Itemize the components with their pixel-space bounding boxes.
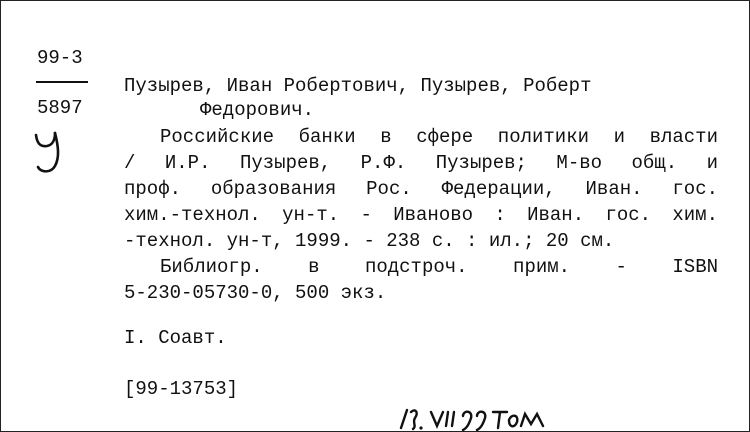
- record-number: [99-13753]: [124, 378, 239, 400]
- catalog-card: 99-3 5897 Пузырев, Иван Робертович, Пузырев, Роберт Федорович. Российские банки в сфере политики и власти / И.Р. Пузырев, Р.Ф. Пузырев; М-во общ. и проф. образования Рос. Федерации, Иван. гос. хим.-технол. ун-т. - Иваново : Иван. гос. хим. -технол. ун-т, 1999. - 238 с. : ил.; 20 см. Библиогр. в подстроч. прим. - ISBN 5-230-05730-0, 500 экз. I. Соавт. [99-13753]: [0, 0, 750, 432]
- tracing: I. Соавт.: [124, 327, 227, 349]
- heading-authors: Пузырев, Иван Робертович, Пузырев, Роберт: [124, 75, 592, 97]
- note-line-2: 5-230-05730-0, 500 экз.: [124, 282, 387, 304]
- body-line-5: -технол. ун-т, 1999. - 238 с. : ил.; 20 см.: [124, 230, 615, 252]
- divider-line: [36, 81, 88, 83]
- author-mark: 5897: [37, 97, 83, 119]
- handwritten-date-note: [397, 402, 557, 432]
- handwritten-letter-mark: [31, 129, 71, 175]
- heading-authors-cont: Федорович.: [200, 99, 315, 121]
- class-number: 99-3: [37, 47, 83, 69]
